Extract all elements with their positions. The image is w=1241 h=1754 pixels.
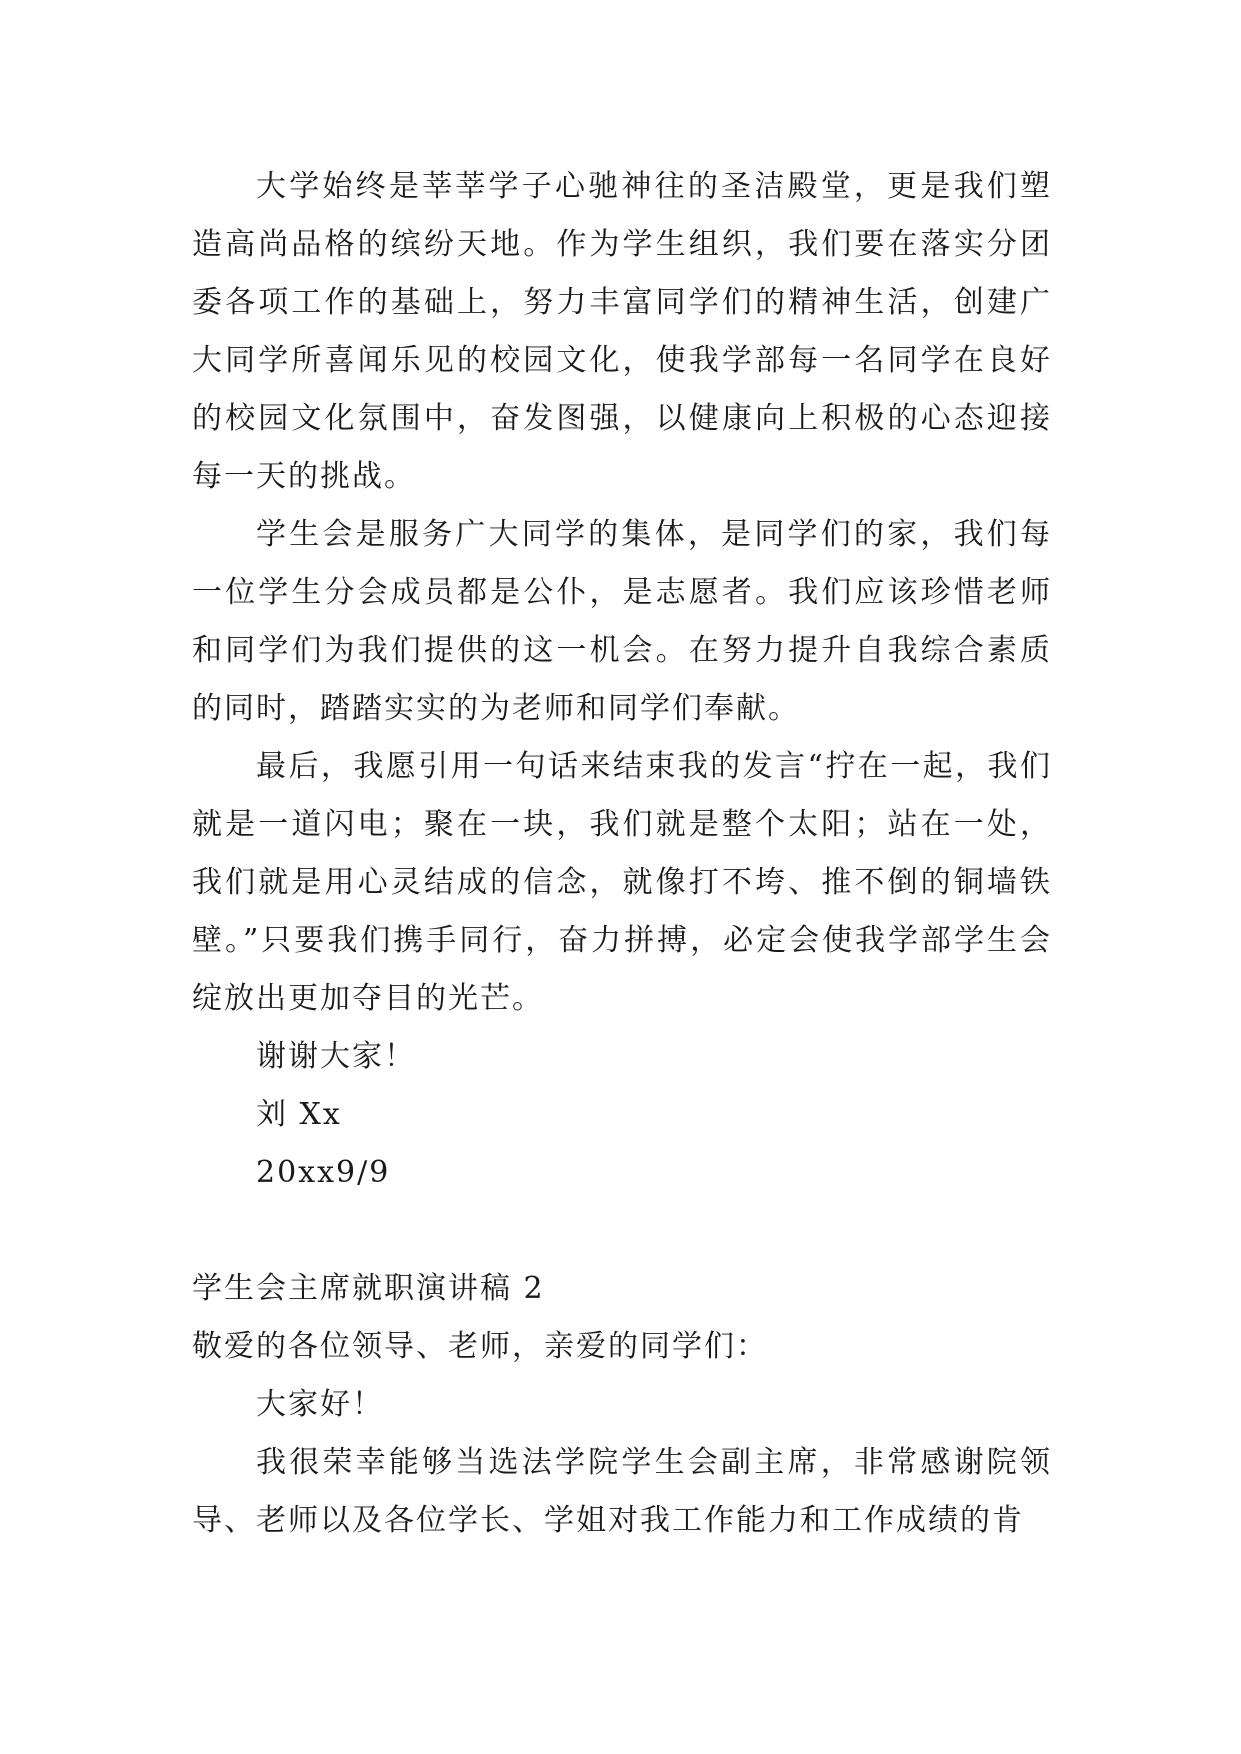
signature-date: 20xx9/9 bbox=[256, 1155, 391, 1190]
body-paragraph: 最后，我愿引用一句话来结束我的发言“拧在一起，我们就是一道闪电；聚在一块，我们就是整个太阳；站在一处，我们就是用心灵结成的信念，就像打不垮、推不倒的铜墙铁壁。”只要我们携手同行，奋力拼搏，必定会使我学部学生会绽放出更加夺目的光芒。 bbox=[192, 749, 1052, 1016]
salutation-line: 敬爱的各位领导、老师，亲爱的同学们： bbox=[192, 1329, 768, 1364]
closing-line: 谢谢大家！ bbox=[256, 1039, 416, 1074]
section-gap bbox=[192, 1202, 1052, 1260]
body-paragraph: 学生会是服务广大同学的集体，是同学们的家，我们每一位学生分会成员都是公仆，是志愿者。我们应该珍惜老师和同学们为我们提供的这一机会。在努力提升自我综合素质的同时，踏踏实实的为老师和同学们奉献。 bbox=[192, 517, 1052, 726]
body-paragraph: 我很荣幸能够当选法学院学生会副主席，非常感谢院领导、老师以及各位学长、学姐对我工作能力和工作成绩的肯 bbox=[192, 1445, 1052, 1538]
body-paragraph: 大学始终是莘莘学子心驰神往的圣洁殿堂，更是我们塑造高尚品格的缤纷天地。作为学生组织，我们要在落实分团委各项工作的基础上，努力丰富同学们的精神生活，创建广大同学所喜闻乐见的校园文化，使我学部每一名同学在良好的校园文化氛围中，奋发图强，以健康向上积极的心态迎接每一天的挑战。 bbox=[192, 169, 1052, 494]
greeting-line: 大家好！ bbox=[256, 1387, 384, 1422]
signature-name: 刘 Xx bbox=[256, 1097, 342, 1132]
document-body bbox=[192, 158, 1052, 1550]
section-title: 学生会主席就职演讲稿 2 bbox=[192, 1271, 545, 1306]
